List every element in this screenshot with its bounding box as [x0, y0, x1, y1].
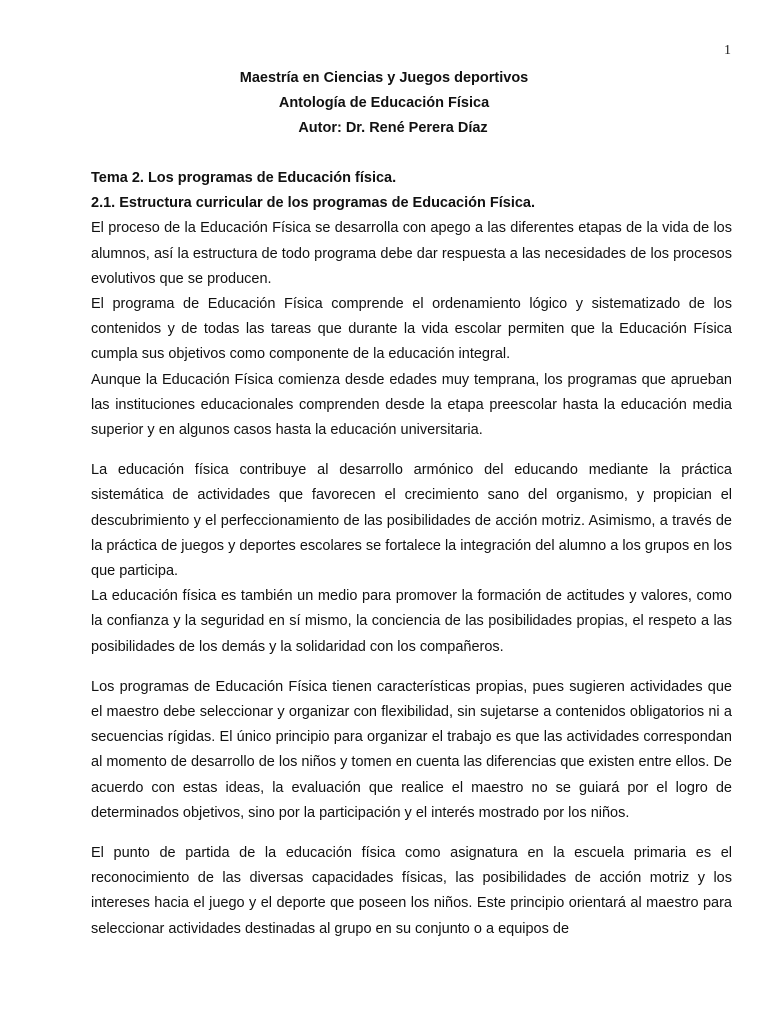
page-number: 1	[724, 43, 731, 58]
subsection-heading: 2.1. Estructura curricular de los programas de Educación Física.	[91, 195, 536, 212]
section-heading: Tema 2. Los programas de Educación física.	[91, 170, 397, 186]
header-program-title: Maestría en Ciencias y Juegos deportivos	[239, 70, 529, 86]
paragraph-2: El programa de Educación Física comprende el ordenamiento lógico y sistematizado de los contenidos y de todas las tareas que durante la vida escolar permiten que la Educación Física cumpla sus objetivos como componente de la educación integral.	[91, 296, 732, 363]
header-anthology-title: Antología de Educación Física	[278, 95, 490, 111]
paragraph-6: Los programas de Educación Física tienen características propias, pues sugieren actividades que el maestro debe seleccionar y organizar con flexibilidad, sin sujetarse a contenidos obligatorios ni a secuencias rígidas. El único principio para organizar el trabajo es que las actividades correspondan al momento de desarrollo de los niños y tomen en cuenta las diferencias que existen entre ellos. De acuerdo con estas ideas, la evaluación que realice el maestro no se guiará por el logro de determinados objetivos, sino por la participación y el interés mostrado por los niños.	[91, 678, 732, 821]
paragraph-1: El proceso de la Educación Física se desarrolla con apego a las diferentes etapas de la vida de los alumnos, así la estructura de todo programa debe dar respuesta a las necesidades de los procesos evolutivos que se producen.	[91, 220, 732, 287]
paragraph-gap	[91, 660, 732, 675]
paragraph-gap	[91, 826, 732, 841]
paragraph-5: La educación física es también un medio para promover la formación de actitudes y valores, como la confianza y la seguridad en sí mismo, la conciencia de las posibilidades propias, el respeto a las posibilidades de los demás y la solidaridad con los compañeros.	[91, 588, 732, 655]
paragraph-7: El punto de partida de la educación física como asignatura en la escuela primaria es el reconocimiento de las diversas capacidades físicas, las posibilidades de acción motriz y los intereses hacia el juego y el deporte que poseen los niños. Este principio orientará al maestro para seleccionar actividades destinadas al grupo en su conjunto o a equipos de	[91, 845, 732, 937]
paragraph-gap	[91, 443, 732, 458]
paragraph-3: Aunque la Educación Física comienza desde edades muy temprana, los programas que aprueban las instituciones educacionales comprenden desde la etapa preescolar hasta la educación media superior y en algunos casos hasta la educación universitaria.	[91, 371, 732, 439]
document-body	[91, 166, 732, 942]
document-header	[0, 66, 768, 141]
paragraph-4: La educación física contribuye al desarrollo armónico del educando mediante la práctica sistemática de actividades que favorecen el crecimiento sano del organismo, y propician el descubrimiento y el perfeccionamiento de las posibilidades de acción motriz. Asimismo, a través de la práctica de juegos y deportes escolares se fortalece la integración del alumno a los grupos en los que participa.	[91, 462, 732, 580]
header-author: Autor: Dr. René Perera Díaz	[298, 120, 488, 136]
